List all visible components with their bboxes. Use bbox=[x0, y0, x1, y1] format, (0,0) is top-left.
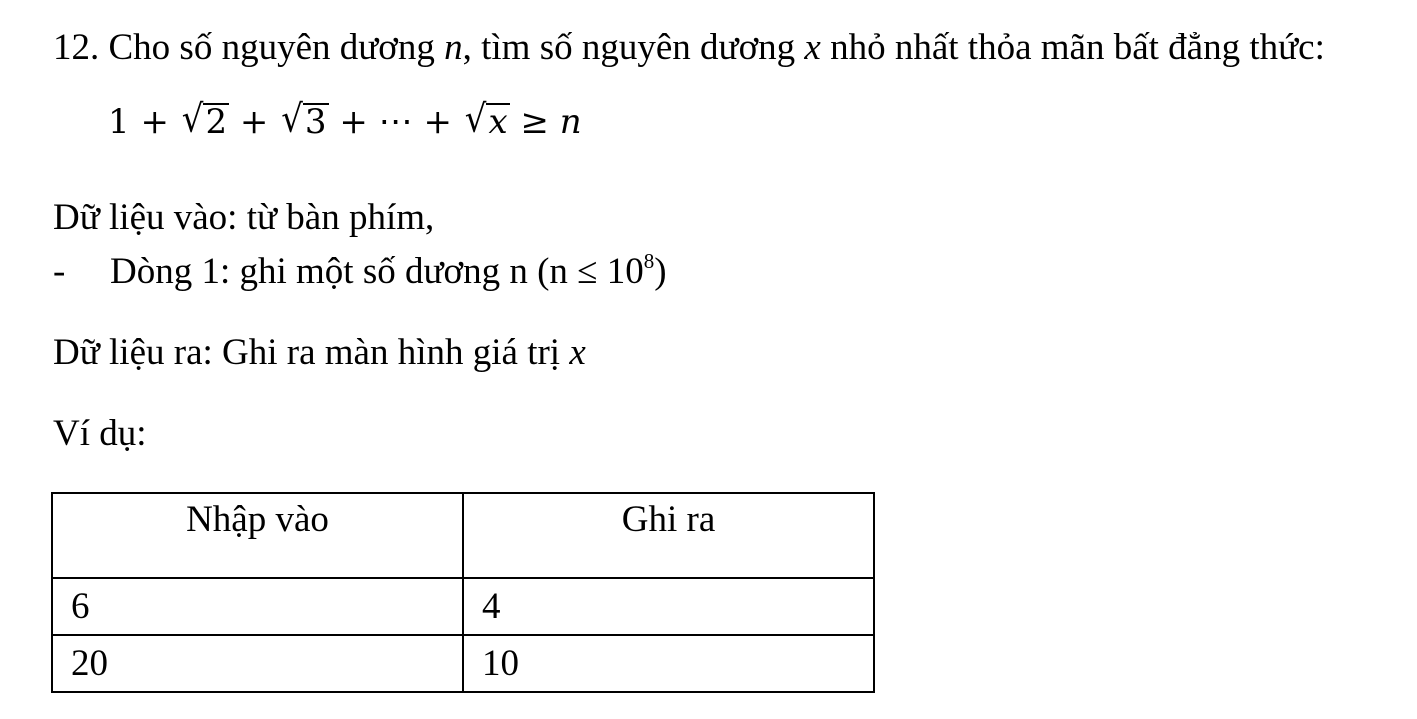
problem-text-2: , tìm số nguyên dương bbox=[462, 27, 805, 68]
problem-text-3: nhỏ nhất thỏa mãn bất đẳng thức: bbox=[820, 27, 1325, 68]
variable-n: n bbox=[444, 27, 463, 68]
radical-sign-1: √ bbox=[181, 96, 204, 142]
problem-number: 12. bbox=[53, 27, 100, 68]
example-heading: Ví dụ: bbox=[53, 413, 147, 454]
formula-plus-4: + bbox=[423, 102, 452, 142]
formula-one: 1 bbox=[108, 102, 130, 142]
formula-plus-1: + bbox=[140, 102, 169, 142]
sqrt-3 bbox=[279, 96, 328, 144]
exponent: 8 bbox=[643, 249, 655, 273]
input-heading: Dữ liệu vào: từ bàn phím, bbox=[53, 197, 435, 238]
formula-dots: ⋯ bbox=[378, 102, 413, 142]
sqrt-x bbox=[463, 96, 510, 144]
formula-plus-2: + bbox=[239, 102, 269, 142]
cell-output: 4 bbox=[463, 578, 874, 635]
table-row bbox=[52, 635, 874, 692]
output-heading bbox=[53, 331, 586, 375]
formula-n: n bbox=[559, 102, 582, 142]
cell-input: 20 bbox=[52, 635, 463, 692]
output-heading-text: Dữ liệu ra: Ghi ra màn hình giá trị bbox=[53, 332, 570, 373]
radical-sign-3: √ bbox=[464, 96, 487, 142]
cell-input: 6 bbox=[52, 578, 463, 635]
input-line-1 bbox=[53, 250, 667, 294]
table-header-row bbox=[52, 493, 874, 578]
table-row bbox=[52, 578, 874, 635]
list-dash: - bbox=[53, 251, 66, 292]
formula-geq: ≥ bbox=[520, 102, 549, 142]
example-table bbox=[51, 492, 875, 693]
input-line-1-close: ) bbox=[654, 251, 667, 292]
radicand-2: 2 bbox=[205, 102, 228, 142]
input-line-1-text: Dòng 1: ghi một số dương n (n ≤ 10 bbox=[110, 251, 644, 292]
inequality-formula bbox=[108, 96, 582, 144]
cell-output: 10 bbox=[463, 635, 874, 692]
radicand-3: 3 bbox=[304, 102, 327, 142]
header-input: Nhập vào bbox=[52, 493, 463, 578]
sqrt-2 bbox=[180, 96, 229, 144]
radical-sign-2: √ bbox=[281, 96, 303, 142]
output-variable-x: x bbox=[569, 332, 586, 373]
problem-statement bbox=[53, 26, 1325, 70]
header-output: Ghi ra bbox=[463, 493, 874, 578]
radicand-x: x bbox=[488, 102, 508, 142]
variable-x: x bbox=[804, 27, 821, 68]
problem-text-1: Cho số nguyên dương bbox=[108, 27, 445, 68]
formula-plus-3: + bbox=[339, 102, 368, 142]
